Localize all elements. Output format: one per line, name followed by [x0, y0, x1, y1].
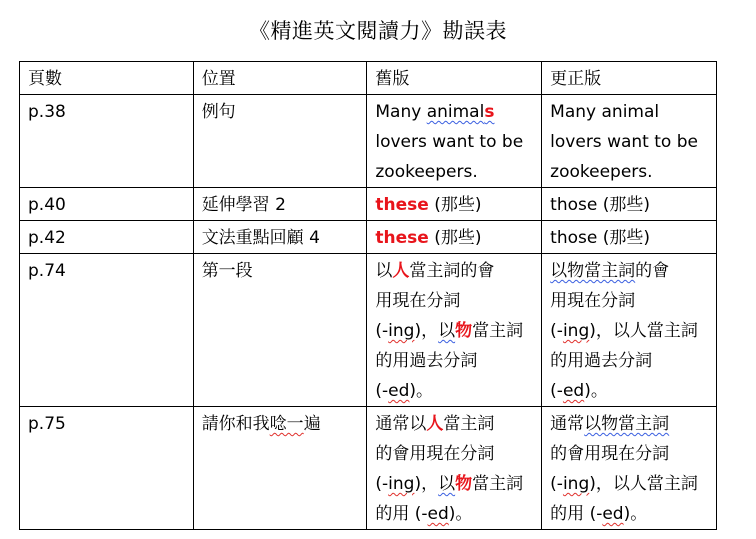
table-header-row [20, 62, 717, 95]
table-row [20, 188, 717, 221]
cell-page: p.38 [20, 95, 194, 188]
cell-position: 例句 [193, 95, 367, 188]
header-page: 頁數 [20, 62, 194, 95]
highlight-error: these [375, 228, 429, 248]
page-title: 《精進英文閱讀力》勘誤表 [249, 19, 507, 43]
highlight-error: 物 [455, 321, 473, 341]
cell-corrected: 以物當主詞的會 用現在分詞 (-ing)，以人當主詞 的用過去分詞 (-ed)。 [542, 254, 717, 407]
cell-position: 第一段 [193, 254, 367, 407]
cell-old: these (那些) [367, 221, 542, 254]
cell-old: 以人當主詞的會 用現在分詞 (-ing)，以物當主詞 的用過去分詞 (-ed)。 [367, 254, 542, 407]
highlight-error: s [484, 102, 495, 122]
errata-table [19, 61, 717, 530]
cell-old: Many animals lovers want to be zookeepers. [367, 95, 542, 188]
cell-corrected: Many animal lovers want to be zookeepers. [542, 95, 717, 188]
table-row [20, 254, 717, 407]
cell-page: p.40 [20, 188, 194, 221]
table-row [20, 95, 717, 188]
cell-old: these (那些) [367, 188, 542, 221]
highlight-error: 人 [392, 261, 410, 281]
cell-corrected: 通常以物當主詞 的會用現在分詞 (-ing)，以人當主詞 的用 (-ed)。 [542, 407, 717, 530]
cell-page: p.74 [20, 254, 194, 407]
cell-corrected: those (那些) [542, 221, 717, 254]
table-row [20, 407, 717, 530]
header-old-version: 舊版 [367, 62, 542, 95]
header-corrected-version: 更正版 [542, 62, 717, 95]
header-position: 位置 [193, 62, 367, 95]
cell-position: 文法重點回顧 4 [193, 221, 367, 254]
table-row [20, 221, 717, 254]
cell-corrected: those (那些) [542, 188, 717, 221]
highlight-error: 物 [455, 474, 473, 494]
cell-position: 延伸學習 2 [193, 188, 367, 221]
cell-page: p.42 [20, 221, 194, 254]
highlight-error: 人 [426, 414, 444, 434]
cell-old: 通常以人當主詞 的會用現在分詞 (-ing)，以物當主詞 的用 (-ed)。 [367, 407, 542, 530]
cell-position: 請你和我唸一遍 [193, 407, 367, 530]
cell-page: p.75 [20, 407, 194, 530]
highlight-error: these [375, 195, 429, 215]
